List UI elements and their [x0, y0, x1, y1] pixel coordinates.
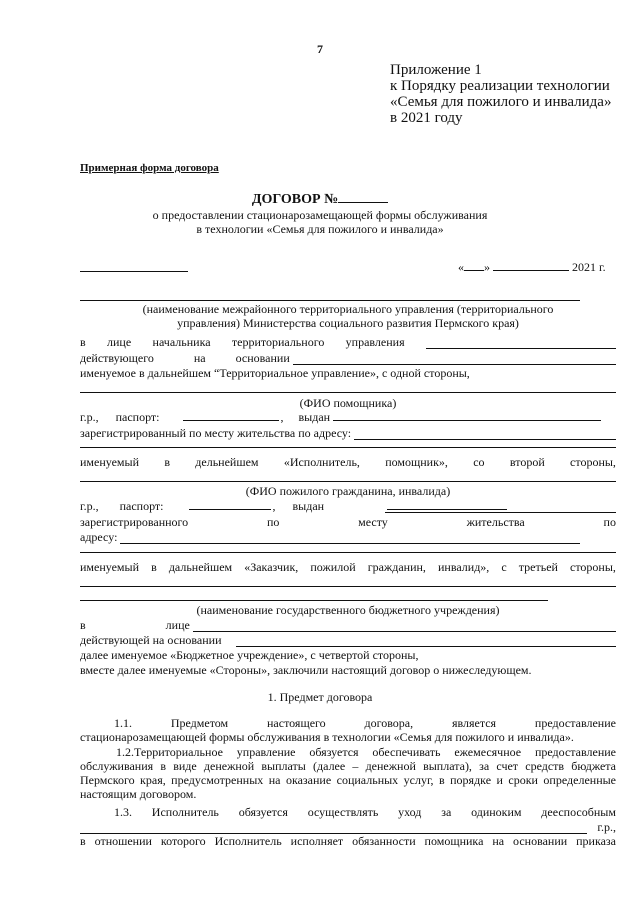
- word: в: [164, 455, 170, 469]
- word: обязуется: [238, 805, 288, 819]
- word: со: [473, 455, 485, 469]
- date-close-quote: »: [484, 260, 490, 274]
- date-year: 2021 г.: [572, 260, 606, 274]
- appendix-block: [390, 62, 611, 126]
- day-blank: [464, 260, 484, 271]
- word: помощник»,: [385, 455, 448, 469]
- party3-passport-row: г.р., паспорт: , выдан: [80, 499, 616, 513]
- section-title: 1. Предмет договора: [267, 690, 373, 704]
- clause-1-3-line3: в отношении которого Исполнитель исполняет обязанности помощника на основании приказа: [80, 834, 616, 848]
- party3-caption: (ФИО пожилого гражданина, инвалида): [245, 484, 451, 498]
- party2-passport-row: г.р., паспорт: , выдан: [80, 410, 616, 424]
- word: жительства: [466, 515, 525, 529]
- party4-named: далее именуемое «Бюджетное учреждение», с четвертой стороны,: [80, 648, 419, 662]
- word: стороны,: [570, 455, 616, 469]
- passport-blank: [189, 499, 271, 510]
- word: лице: [165, 618, 190, 632]
- contract-title: [0, 190, 640, 208]
- head-name-blank: [426, 338, 616, 349]
- party4-acting-row: [80, 633, 616, 647]
- address-blank: [120, 533, 580, 544]
- word: дальнейшем: [168, 560, 233, 574]
- clause-1-3-line1: [80, 805, 616, 819]
- clause-1-1-rest: стационарозамещающей формы обслуживания в технологии «Семья для пожилого и инвалида».: [80, 730, 574, 744]
- word: именуемый: [80, 560, 140, 574]
- party2-caption: (ФИО помощника): [299, 396, 397, 410]
- word: месту: [358, 515, 388, 529]
- issued-blank: [333, 410, 601, 421]
- party3-address-row: [80, 530, 580, 544]
- word: гражданин,: [367, 560, 426, 574]
- word: за: [441, 805, 452, 819]
- word: Предметом: [170, 716, 229, 730]
- clause-1-1-line1: [80, 716, 616, 730]
- address-blank-2: [80, 552, 616, 553]
- word: уход: [398, 805, 422, 819]
- clause-1-2: 1.2.Территориальное управление обязуется обеспечивать ежемесячное предоставление обслуживания в виде денежной выплаты (далее – денежной выплата), за счет средств бюджета Пермского края, предусмотренных на оказание социальных услуг, в порядке и сроки определенные настоящим договором.: [80, 745, 616, 801]
- party1-acting-row: [80, 351, 616, 365]
- word: г.р.,: [80, 410, 99, 424]
- word: выдан: [292, 499, 325, 513]
- party4-person-row: [80, 618, 616, 632]
- party1-name-blank: [80, 300, 580, 301]
- word: основании: [235, 351, 290, 365]
- word: является: [451, 716, 497, 730]
- word: по: [266, 515, 280, 529]
- party4-blank-1: [80, 586, 616, 587]
- word: второй: [509, 455, 545, 469]
- word: именуемый: [80, 455, 140, 469]
- basis-blank: [236, 636, 616, 647]
- party4-name-blank: [80, 600, 548, 601]
- word: по: [603, 515, 616, 529]
- word: паспорт:: [119, 499, 164, 513]
- address-blank-2: [80, 447, 616, 448]
- party3-registered-row: [80, 515, 616, 529]
- word: дельнейшем: [195, 455, 259, 469]
- word: в: [151, 560, 157, 574]
- person-blank: [193, 621, 616, 632]
- word: действующей на основании: [80, 633, 222, 647]
- word: зарегистрированного: [80, 515, 189, 529]
- parties-together: вместе далее именуемые «Стороны», заключили настоящий договор о нижеследующем.: [80, 663, 532, 677]
- appendix-line: к Порядку реализации технологии: [390, 78, 610, 94]
- party3-named-row: [80, 560, 616, 574]
- word: действующего: [80, 351, 154, 365]
- place-blank: [80, 271, 188, 272]
- word: осуществлять: [307, 805, 379, 819]
- word: стороны,: [570, 560, 616, 574]
- word: на: [193, 351, 206, 365]
- word: территориального: [231, 335, 325, 349]
- word: в: [80, 618, 86, 632]
- party1-person-row: [80, 335, 616, 349]
- word: зарегистрированный по месту жительства по адресу:: [80, 426, 352, 440]
- word: выдан: [298, 410, 331, 424]
- word: «Исполнитель,: [283, 455, 360, 469]
- subtitle-line: о предоставлении стационарозамещающей формы обслуживания: [152, 208, 488, 222]
- party2-name-blank: [80, 392, 616, 393]
- party4-caption: (наименование государственного бюджетного учреждения): [196, 603, 500, 617]
- word: дееспособным: [541, 805, 616, 819]
- word: договора,: [364, 716, 414, 730]
- party2-named-row: [80, 455, 616, 469]
- word: Исполнитель: [151, 805, 219, 819]
- caption-line: (наименование межрайонного территориального управления (территориального: [142, 302, 554, 316]
- appendix-line: Приложение 1: [390, 62, 482, 78]
- word: лице: [107, 335, 132, 349]
- caption-line: управления) Министерства социального развития Пермского края): [177, 316, 519, 330]
- date-open-quote: «: [458, 260, 464, 274]
- party1-named: именуемое в дальнейшем “Территориальное управление», с одной стороны,: [80, 366, 470, 380]
- word: начальника: [152, 335, 211, 349]
- client-name-blank: [80, 823, 587, 834]
- word: 1.3.: [114, 805, 132, 819]
- date-field: [458, 260, 606, 275]
- contract-subtitle: [0, 208, 640, 236]
- word: в: [80, 335, 86, 349]
- word: предоставление: [534, 716, 616, 730]
- appendix-line: «Семья для пожилого и инвалида»: [390, 94, 612, 110]
- party2-address-row: [80, 426, 616, 440]
- word: с: [501, 560, 507, 574]
- passport-blank: [183, 410, 279, 421]
- address-blank: [354, 429, 616, 440]
- word: г.р.,: [80, 499, 99, 513]
- party1-caption: [80, 302, 616, 330]
- word: одиноким: [471, 805, 522, 819]
- form-title: Примерная форма договора: [80, 162, 219, 174]
- word: 1.1.: [114, 716, 132, 730]
- basis-blank: [293, 354, 616, 365]
- word: пожилой: [310, 560, 356, 574]
- word: паспорт:: [115, 410, 160, 424]
- month-blank: [493, 260, 569, 271]
- word: управления: [345, 335, 405, 349]
- page-number: 7: [317, 42, 323, 56]
- word: настоящего: [267, 716, 326, 730]
- contract-number-blank: [338, 190, 388, 203]
- word: г.р.,: [597, 820, 616, 834]
- issued-blank: [387, 499, 507, 510]
- contract-title-text: ДОГОВОР №: [251, 192, 339, 207]
- word: «Заказчик,: [244, 560, 299, 574]
- word: третьей: [518, 560, 558, 574]
- word: инвалид»,: [438, 560, 490, 574]
- word: адресу:: [80, 530, 118, 544]
- party3-name-blank: [80, 481, 616, 482]
- appendix-line: в 2021 году: [390, 110, 463, 126]
- issued-blank-right: [385, 512, 616, 513]
- clause-1-3-line2: [80, 820, 616, 834]
- subtitle-line: в технологии «Семья для пожилого и инвалида»: [196, 222, 444, 236]
